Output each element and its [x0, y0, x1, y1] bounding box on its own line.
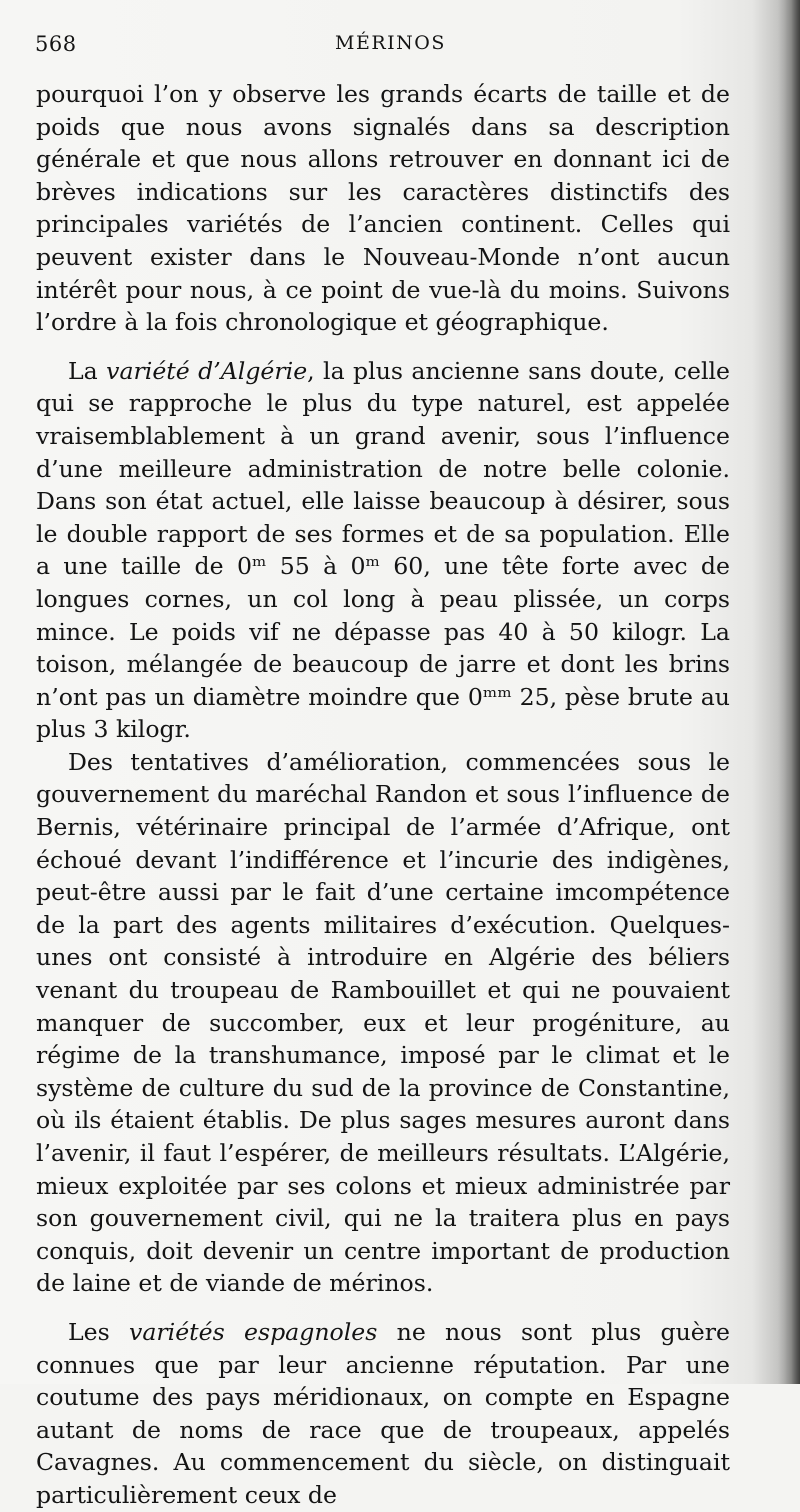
page-edge-shadow	[778, 0, 800, 1384]
paragraph-espagnoles-text: ne nous sont plus guère connues que par leur ancienne réputation. Par une coutume des pays méridionaux, on compte en Espagne autant de noms de race que de troupeaux, appelés Cavagnes. Au commencement du siècle, on distinguait particulièrement ceux de	[36, 1317, 730, 1509]
body-text	[36, 78, 730, 1512]
paragraph-algerie-lead: La	[68, 356, 107, 385]
variety-algerie-term: variété d’Algérie	[106, 356, 308, 385]
running-title: MÉRINOS	[335, 32, 446, 54]
variety-espagnoles-term: variétés espagnoles	[129, 1317, 378, 1346]
running-head	[35, 30, 735, 64]
paragraph-intro: pourquoi l’on y observe les grands écarts de taille et de poids que nous avons signalés dans sa description générale et que nous allons retrouver en donnant ici de brèves indications sur les caractères distinctifs des principales variétés de l’ancien continent. Celles qui peuvent exister dans le Nouveau-Monde n’ont aucun intérêt pour nous, à ce point de vue-là du moins. Suivons l’ordre à la fois chronologique et géographique.	[36, 80, 730, 337]
paragraph-algerie-text: , la plus ancienne sans doute, celle qui se rapproche le plus du type naturel, est appelée vraisemblablement à un grand avenir, sous l’influence d’une meilleure administration de notre belle colonie. Dans son état actuel, elle laisse beaucoup à désirer, sous le double rapport de ses formes et de sa population. Elle a une taille de 0ᵐ 55 à 0ᵐ 60, une tête forte avec de longues cornes, un col long à peau plissée, un corps mince. Le poids vif ne dépasse pas 40 à 50 kilogr. La toison, mélangée de beaucoup de jarre et dont les brins n’ont pas un diamètre moindre que 0ᵐᵐ 25, pèse brute au plus 3 kilogr.	[36, 356, 731, 744]
paragraph-amelioration: Des tentatives d’amélioration, commencées sous le gouvernement du maréchal Randon et sous l’influence de Bernis, vétérinaire principal de l’armée d’Afrique, ont échoué devant l’indifférence et l’incurie des indigènes, peut-être aussi par le fait d’une certaine imcompétence de la part des agents militaires d’exécution. Quelques-unes ont consisté à introduire en Algérie des béliers venant du troupeau de Rambouillet et qui ne pouvaient manquer de succomber, eux et leur progéniture, au régime de la transhumance, imposé par le climat et le système de culture du sud de la province de Constantine, où ils étaient établis. De plus sages mesures auront dans l’avenir, il faut l’espérer, de meilleurs résultats. L’Algérie, mieux exploitée par ses colons et mieux administrée par son gouvernement civil, qui ne la traitera plus en pays conquis, doit devenir un centre important de production de laine et de viande de mérinos.	[36, 747, 730, 1298]
page-number: 568	[35, 32, 77, 56]
paragraph-algerie	[36, 355, 730, 746]
paragraph-espagnoles-lead: Les	[68, 1317, 129, 1346]
paragraph-espagnoles	[36, 1316, 730, 1512]
